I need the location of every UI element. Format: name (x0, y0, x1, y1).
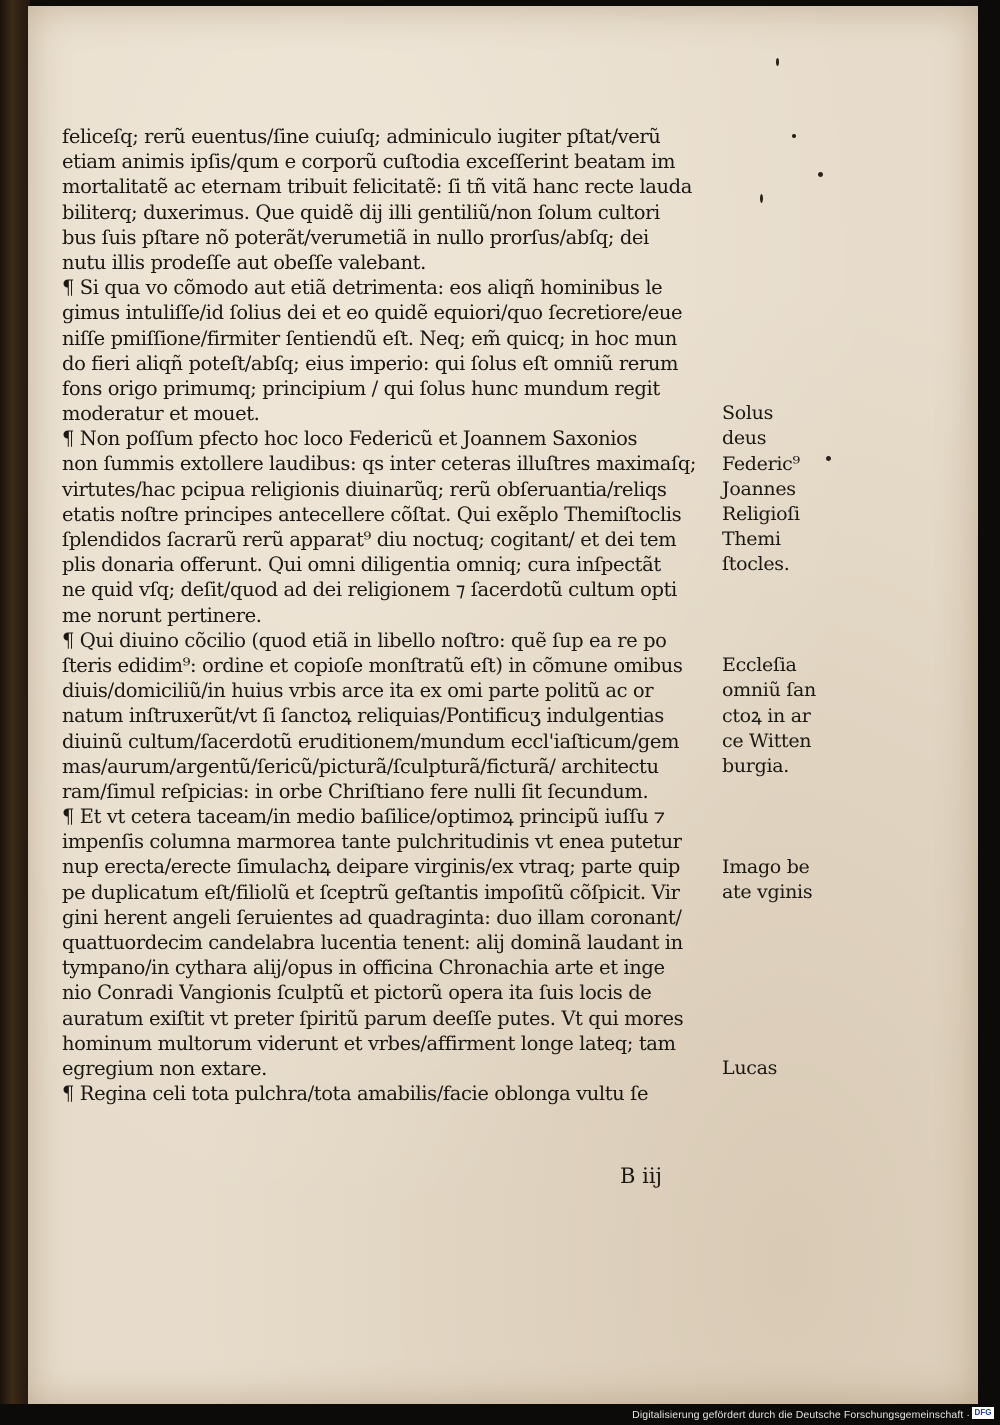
text-line: ¶ Non poſſum pfecto hoc loco Federicũ et Joannem Saxonios (62, 427, 638, 451)
text-line: ¶ Si qua vo cõmodo aut etiã detrimenta: eos aliqñ hominibus le (62, 276, 663, 300)
margin-note-line: ſtocles. (722, 553, 790, 576)
text-line: bus ſuis pſtare nõ poterãt/verumetiã in nullo prorſus/abſq; dei (62, 225, 649, 249)
margin-note-line: Federic⁹ (722, 452, 800, 475)
text-line: auratum exiſtit vt preter ſpiritũ parum deeſſe putes. Vt qui mores (62, 1006, 684, 1030)
ink-speck (776, 58, 779, 66)
scan-binding-edge (0, 0, 30, 1405)
text-line: mas/aurum/argentũ/ſericũ/picturã/ſculpturã/ficturã/ architectu (62, 754, 659, 778)
text-line: impenſis columna marmorea tante pulchritudinis vt enea putetur (62, 830, 682, 854)
text-line: diuinũ cultum/ſacerdotũ eruditionem/mundum eccl'iaſticum/gem (62, 729, 680, 753)
text-line: etatis noſtre principes antecellere cõſtat. Qui exẽplo Themiſtoclis (62, 502, 682, 526)
signature-mark: B iij (620, 1164, 663, 1188)
text-line: tympano/in cythara alij/opus in officina Chronachia arte et inge (62, 956, 665, 980)
text-line: pe duplicatum eſt/filiolũ et ſceptrũ geſtantis impoſitũ cõſpicit. Vir (62, 880, 680, 904)
text-line: me norunt pertinere. (62, 603, 262, 627)
margin-note-line: ce Witten (722, 729, 812, 752)
margin-note-line: Imago be (722, 855, 810, 878)
text-line: hominum multorum viderunt et vrbes/affirment longe lateq; tam (62, 1031, 676, 1055)
ink-speck (826, 456, 831, 461)
ink-speck (760, 194, 763, 203)
margin-note-line: Joannes (722, 477, 796, 500)
margin-note-line: Eccleſia (722, 654, 797, 677)
text-line: do fieri aliqñ poteſt/abſq; eius imperio: qui ſolus eſt omniũ rerum (62, 351, 679, 375)
margin-note-line: ate vginis (722, 880, 813, 903)
text-line: mortalitatẽ ac eternam tribuit felicitatẽ: ſi tñ vitã hanc recte lauda (62, 175, 692, 199)
margin-note-line: burgia. (722, 754, 789, 777)
text-line: ne quid vſq; deſit/quod ad dei religionem ⁊ ſacerdotũ cultum opti (62, 578, 677, 602)
text-line: quattuordecim candelabra lucentia tenent: alij dominã laudant in (62, 931, 683, 954)
margin-note (722, 401, 832, 451)
text-line: ¶ Et vt cetera taceam/in medio baſilice/optimoꝝ principũ iuſſu ⁊ (62, 805, 665, 829)
main-text-block (62, 124, 762, 1106)
margin-note-line: Religioſi (722, 502, 800, 525)
margin-note-line: Solus (722, 402, 774, 425)
margin-note (722, 1056, 832, 1081)
text-line: feliceſq; rerũ euentus/ſine cuiuſq; adminiculo iugiter pſtat/verũ (62, 125, 661, 148)
margin-note (722, 452, 832, 578)
text-line: ſplendidos ſacrarũ rerũ apparat⁹ diu noctuq; cogitant/ et dei tem (62, 528, 677, 551)
text-line: gini herent angeli ſeruientes ad quadraginta: duo illam coronant/ (62, 905, 682, 929)
ink-speck (818, 172, 823, 177)
text-line: ¶ Qui diuino cõcilio (quod etiã in libello noſtro: quẽ ſup ea re po (62, 628, 667, 652)
text-line: biliterq; duxerimus. Que quidẽ dij illi gentiliũ/non ſolum cultori (62, 200, 660, 224)
text-line: ſteris edidim⁹: ordine et copioſe monſtratũ eſt) in cõmune omibus (62, 653, 683, 677)
footer-credit: Digitalisierung gefördert durch die Deutsche Forschungsgemeinschaft · (632, 1409, 970, 1421)
text-line: nutu illis prodeſſe aut obeſſe valebant. (62, 250, 426, 274)
text-line: nio Conradi Vangionis ſculptũ et pictorũ opera ita ſuis locis de (62, 981, 652, 1005)
text-line: virtutes/hac pcipua religionis diuinarũq; rerũ obſeruantia/reliqs (62, 477, 667, 501)
text-line: ¶ Regina celi tota pulchra/tota amabilis/facie oblonga vultu ſe (62, 1082, 649, 1106)
text-line: ram/ſimul reſpicias: in orbe Chriſtiano fere nulli ſit ſecundum. (62, 779, 649, 803)
text-line: diuis/domiciliũ/in huius vrbis arce ita ex omi parte politũ ac or (62, 679, 654, 703)
text-line: nup erecta/erecte ſimulachꝝ deipare virginis/ex vtraq; parte quip (62, 855, 681, 879)
text-line: gimus intuliſſe/id ſolius dei et eo quidẽ equiori/quo ſecretiore/eue (62, 301, 683, 325)
book-page (28, 6, 978, 1404)
text-line: plis donaria offerunt. Qui omni diligentia omniq; cura inſpectãt (62, 553, 661, 577)
margin-note-line: omniũ ſan (722, 679, 816, 702)
margin-note (722, 653, 832, 779)
margin-note-line: ctoꝝ in ar (722, 704, 811, 727)
margin-note-line: deus (722, 427, 767, 450)
text-line: fons origo primumq; principium / qui ſolus hunc mundum regit (62, 376, 660, 400)
margin-note (722, 855, 832, 905)
margin-note-line: Lucas (722, 1057, 778, 1080)
text-line: natum inſtruxerũt/vt ſi ſanctoꝝ reliquias/Pontificuʒ indulgentias (62, 704, 664, 728)
text-line: moderatur et mouet. (62, 402, 260, 426)
ink-speck (792, 134, 796, 138)
margin-note-line: Themi (722, 528, 781, 551)
text-line: non ſummis extollere laudibus: qs inter ceteras illuſtres maximaſq; (62, 452, 697, 476)
text-line: niſſe pmiſſione/firmiter ſentiendũ eſt. Neq; em̃ quicq; in hoc mun (62, 326, 677, 350)
text-line: etiam animis ipſis/qum e corporũ cuſtodia exceſſerint beatam im (62, 150, 676, 174)
dfg-logo-icon: DFG (972, 1407, 994, 1419)
text-line: egregium non extare. (62, 1056, 267, 1080)
